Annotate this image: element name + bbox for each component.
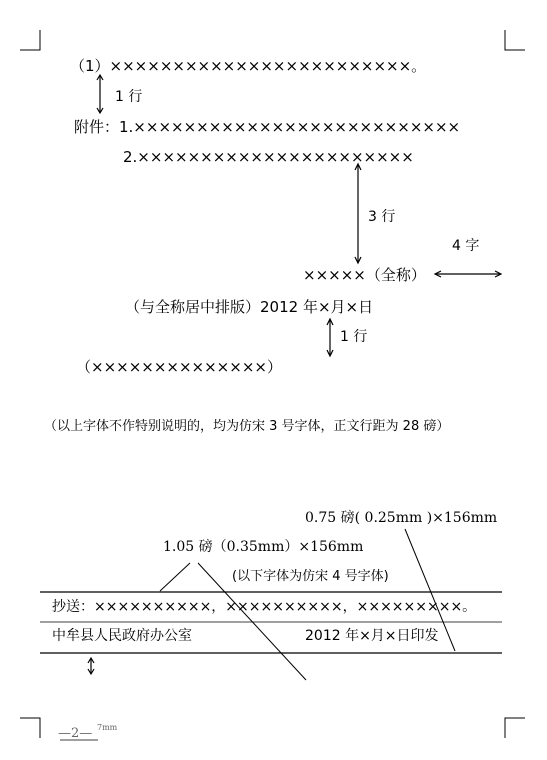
cc-line: 抄送：××××××××××，××××××××××，×××××××××。 xyxy=(52,599,477,615)
parenthetical-note: （××××××××××××××） xyxy=(76,358,282,376)
gap-one-line-label-top: 1 行 xyxy=(115,89,143,105)
font-size-4-note: (以下字体为仿宋 4 号字体) xyxy=(232,569,389,584)
crop-mark-bottom-left xyxy=(20,718,40,738)
gap-four-chars-label: 4 字 xyxy=(452,238,480,254)
crop-mark-top-right xyxy=(505,30,525,50)
bottom-gap-arrow xyxy=(88,658,94,674)
crop-mark-top-left xyxy=(20,30,40,50)
item-1-line: （1）××××××××××××××××××××××××。 xyxy=(70,57,427,75)
page-number: —2— xyxy=(58,726,93,741)
thick-rule-leader-left xyxy=(160,563,190,591)
gap-three-lines-label: 3 行 xyxy=(368,209,396,225)
crop-mark-bottom-right xyxy=(505,718,525,738)
attachment-1-line: 附件：1.×××××××××××××××××××××××××× xyxy=(74,118,461,136)
three-lines-arrow xyxy=(355,164,361,263)
font-spec-note: （以上字体不作特别说明的，均为仿宋 3 号字体，正文行距为 28 磅） xyxy=(44,419,450,434)
thin-rule-spec-label: 0.75 磅( 0.25mm )×156mm xyxy=(305,510,498,526)
four-chars-arrow xyxy=(435,271,501,277)
print-date: 2012 年×月×日印发 xyxy=(305,628,439,644)
issuer-full-name: ×××××（全称） xyxy=(303,266,426,284)
page-margin-note: 7mm xyxy=(97,723,118,732)
one-line-arrow-bottom xyxy=(327,319,333,356)
gap-one-line-label-bottom: 1 行 xyxy=(340,329,368,345)
issue-date-line: （与全称居中排版）2012 年×月×日 xyxy=(125,298,374,316)
one-line-arrow-top xyxy=(97,75,103,113)
issuing-office: 中牟县人民政府办公室 xyxy=(52,628,192,644)
attachment-2-line: 2.×××××××××××××××××××××× xyxy=(123,148,414,166)
thick-rule-spec-label: 1.05 磅（0.35mm）×156mm xyxy=(163,539,364,555)
